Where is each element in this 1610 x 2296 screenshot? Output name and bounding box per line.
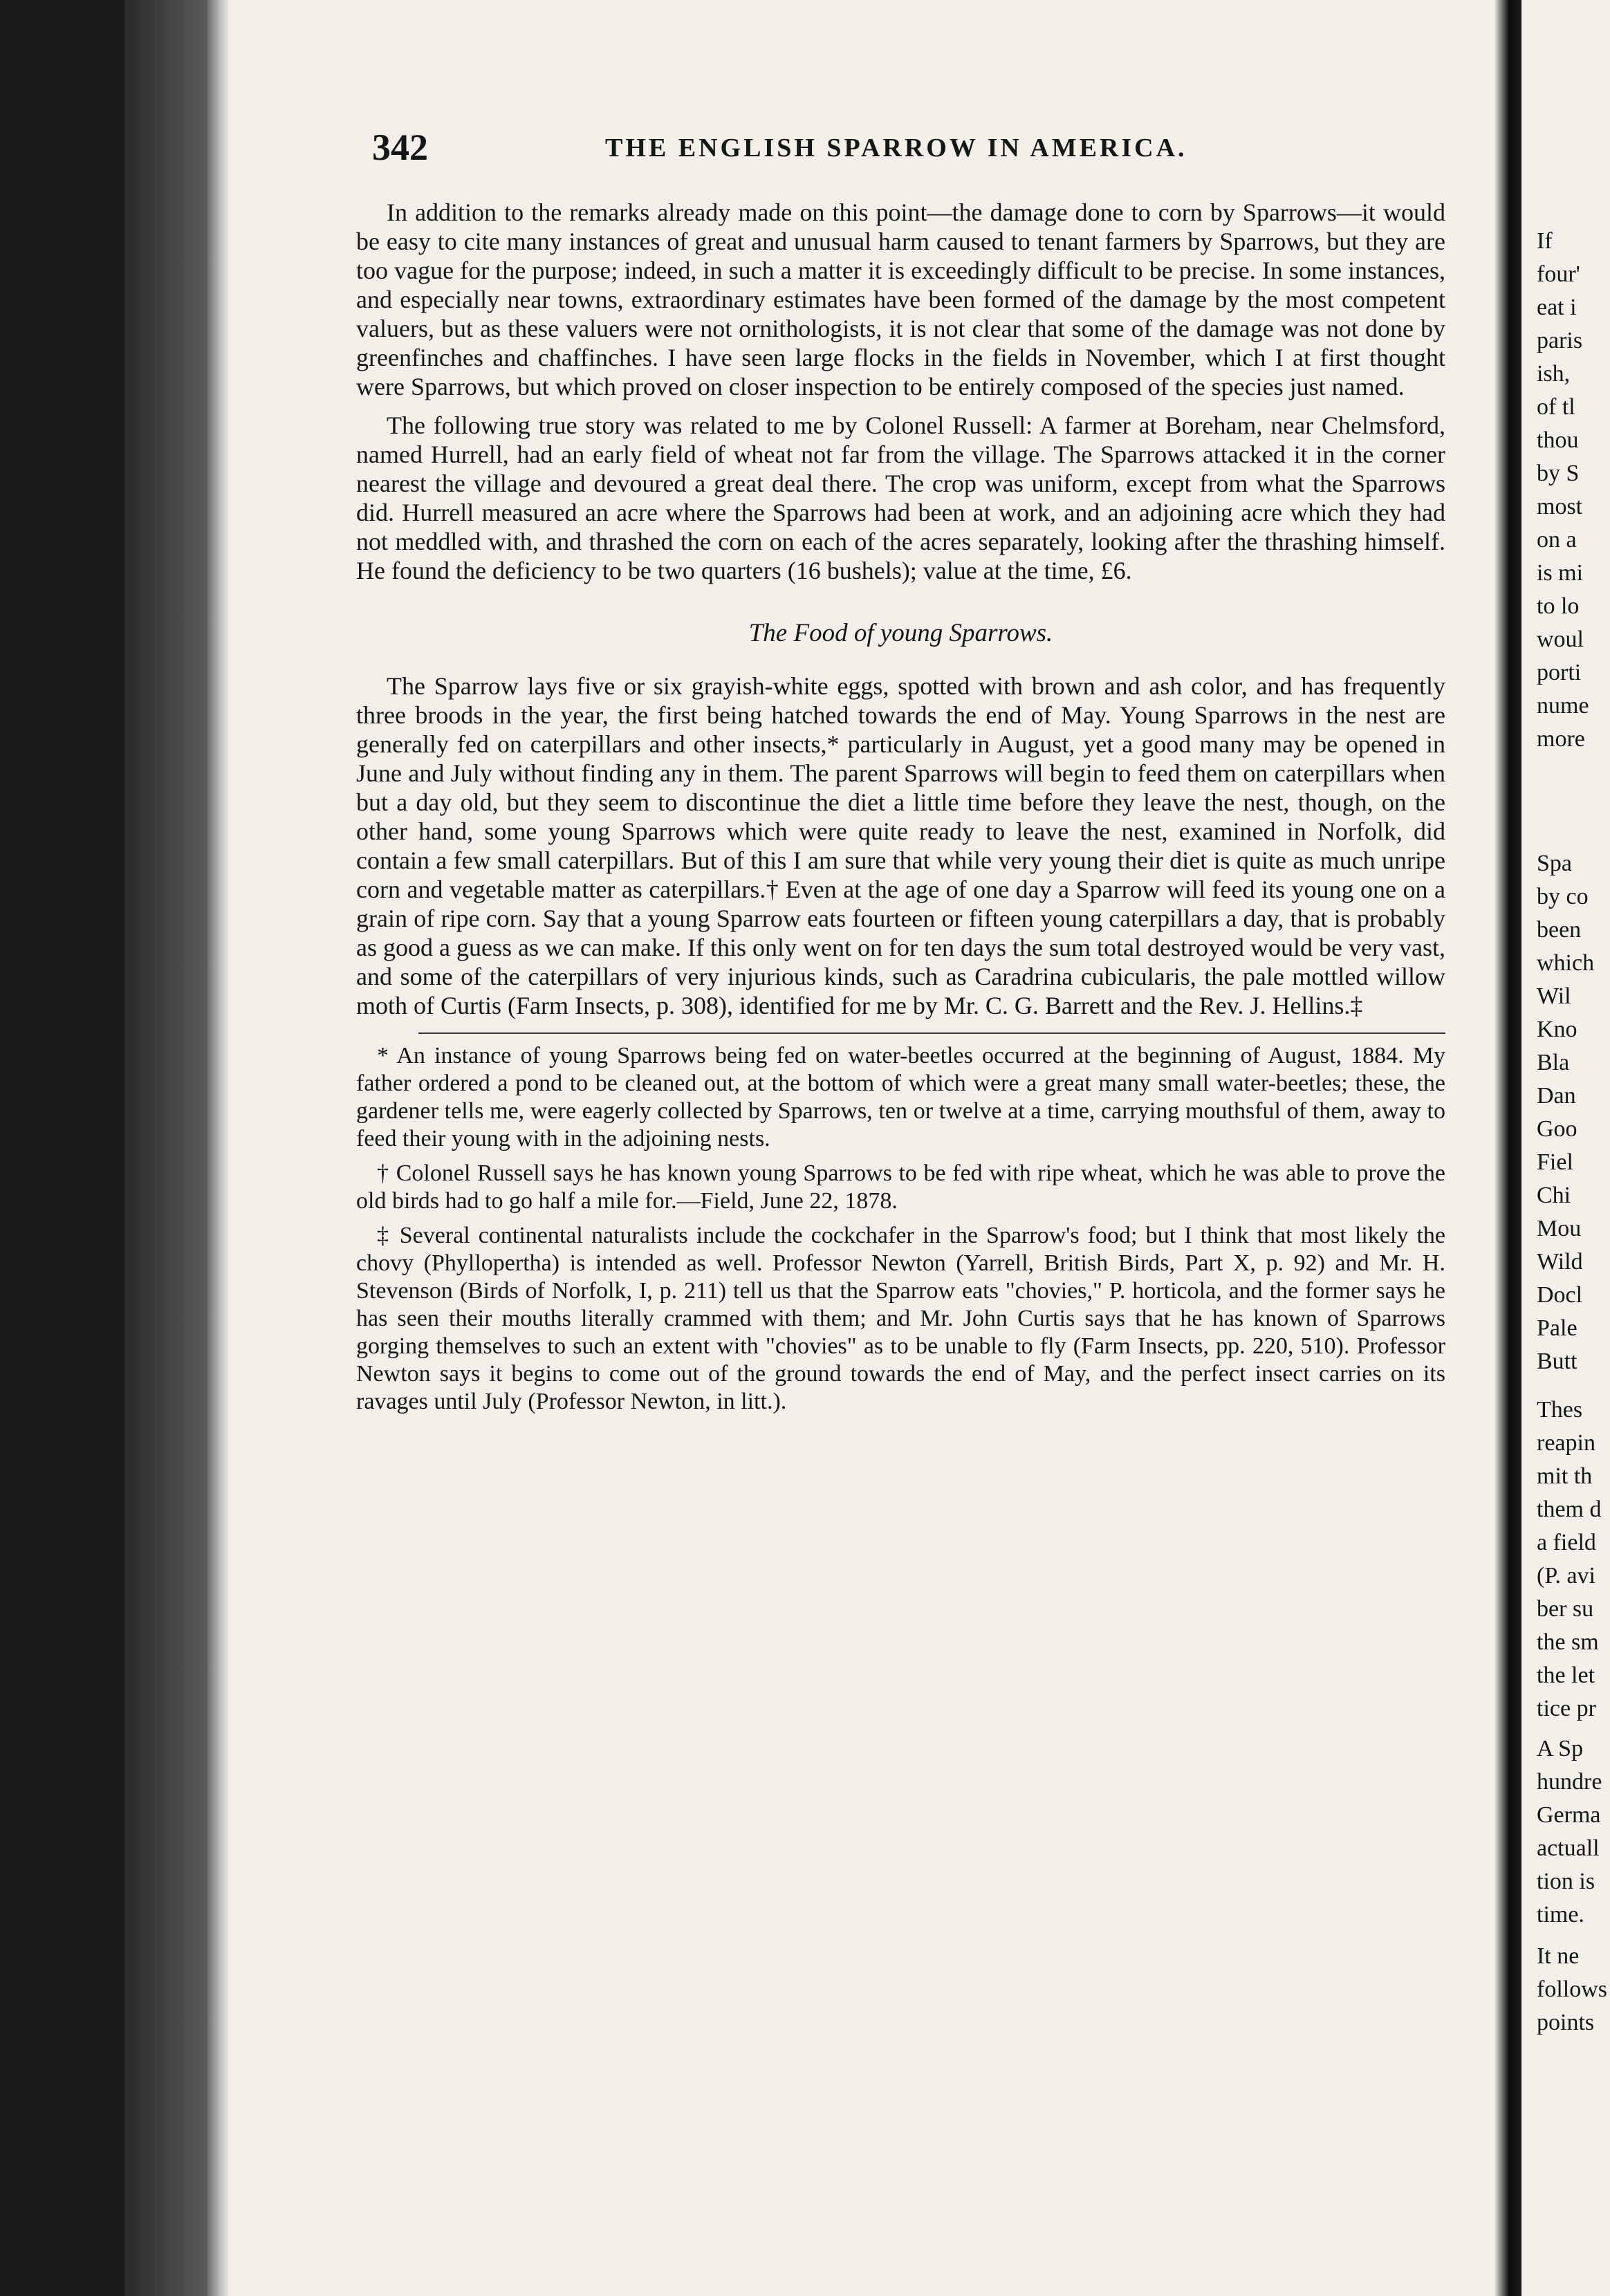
facing-page-fragment: which [1537,950,1595,976]
facing-page-fragment: It ne [1537,1943,1580,1969]
footnote: * An instance of young Sparrows being fed on water-beetles occurred at the beginning of August, 1884. My father ordered a pond to be cleaned out, at the bottom of which were a great many small water-beetles; these, the gardener tells me, were eagerly collected by Sparrows, ten or twelve at a time, carrying mouthsful of them, away to feed their young with in the adjoining nests. [356,1043,1445,1151]
facing-page-fragment: follows [1537,1976,1607,2002]
facing-page-fragment: Dan [1537,1083,1576,1109]
facing-page-fragment: them d [1537,1497,1602,1522]
facing-page-fragment: Chi [1537,1183,1571,1208]
page-number: 342 [372,127,428,168]
paragraph: In addition to the remarks already made on this point—the damage done to corn by Sparrows—it would be easy to cite many instances of great and unusual harm caused to tenant farmers by Sparrows, but they are too vague for the purpose; indeed, in such a matter it is exceedingly difficult to be precise. In some instances, and especially near towns, extraordinary estimates have been formed of the damage by the most competent valuers, but as these valuers were not ornithologists, it is not clear that some of the damage was not done by greenfinches and chaffinches. I have seen large flocks in the fields in November, which I at first thought were Sparrows, but which proved on closer inspection to be entirely composed of the species just named. [356,198,1445,400]
facing-page-fragment: Germa [1537,1802,1601,1828]
facing-page-fragment: woul [1537,627,1584,652]
facing-page-fragment: reapin [1537,1430,1595,1456]
paragraph: The Sparrow lays five or six grayish-white eggs, spotted with brown and ash color, and has frequently three broods in the year, the first being hatched towards the end of May. Young Sparrows in the nest are generally fed on caterpillars and other insects,* particularly in August, yet a good many may be opened in June and July without finding any in them. The parent Sparrows will begin to feed them on caterpillars when but a day old, but they seem to discontinue the diet a little time before they leave the nest, though, on the other hand, some young Sparrows which were quite ready to leave the nest, examined in Norfolk, did contain a few small caterpillars. But of this I am sure that while very young their diet is quite as much unripe corn and vegetable matter as caterpillars.† Even at the age of one day a Sparrow will feed its young one on a grain of ripe corn. Say that a young Sparrow eats fourteen or fifteen young caterpillars a day, that is probably as good a guess as we can make. If this only went on for ten days the sum total destroyed would be very vast, and some of the caterpillars of very injurious kinds, such as Caradrina cubicularis, the pale mottled willow moth of Curtis (Farm Insects, p. 308), identified for me by Mr. C. G. Barrett and the Rev. J. Hellins.‡ [356,672,1445,1019]
facing-page-fragment: mit th [1537,1463,1593,1489]
facing-page-fragment: four' [1537,261,1580,287]
facing-page-fragment: ber su [1537,1596,1594,1622]
facing-page-fragment: Kno [1537,1017,1577,1042]
facing-page-fragment: Butt [1537,1349,1577,1374]
facing-page-fragment: Docl [1537,1282,1583,1308]
section-title: The Food of young Sparrows. [748,619,1053,647]
facing-page-fragment: Thes [1537,1397,1583,1423]
facing-page-fragment: most [1537,494,1583,519]
facing-page-fragment: Wild [1537,1249,1583,1275]
page-header [356,118,1445,184]
facing-page-fragment: eat i [1537,295,1577,320]
facing-page-strip [1521,0,1610,2296]
facing-page-fragment: Pale [1537,1315,1577,1341]
right-binding-shadow [1494,0,1521,2296]
facing-page-fragment: to lo [1537,593,1580,619]
facing-page-fragment: nume [1537,693,1589,719]
facing-page-fragment: the let [1537,1663,1595,1688]
facing-page-fragment: actuall [1537,1835,1600,1861]
footnote-rule [418,1033,1445,1034]
facing-page-fragment: been [1537,917,1582,943]
facing-page-fragment: hundre [1537,1769,1602,1795]
running-head: THE ENGLISH SPARROW IN AMERICA. [605,133,1187,163]
facing-page-fragment: on a [1537,527,1577,553]
facing-page-fragment: ish, [1537,361,1571,387]
facing-page-fragment: Wil [1537,983,1571,1009]
facing-page-fragment: porti [1537,660,1582,685]
facing-page-fragment: Fiel [1537,1149,1573,1175]
binding-shadow [124,0,207,2296]
facing-page-fragment: by S [1537,461,1580,486]
facing-page-fragment: points [1537,2010,1595,2035]
facing-page-fragment: paris [1537,328,1583,353]
facing-page-fragment: is mi [1537,560,1584,586]
facing-page-fragment: A Sp [1537,1736,1584,1761]
facing-page-fragment: more [1537,726,1585,752]
facing-page-fragment: of tl [1537,394,1575,420]
facing-page-fragment: Spa [1537,851,1572,876]
facing-page-fragment: tice pr [1537,1696,1596,1721]
facing-page-fragment: a field [1537,1530,1596,1555]
facing-page-fragment: Mou [1537,1216,1582,1241]
facing-page-fragment: Bla [1537,1050,1570,1075]
page-gutter [207,0,228,2296]
footnote: ‡ Several continental naturalists include the cockchafer in the Sparrow's food; but I think that most likely the chovy (Phyllopertha) is intended as well. Professor Newton (Yarrell, British Birds, Part X, p. 92) and Mr. H. Stevenson (Birds of Norfolk, I, p. 211) tell us that the Sparrow eats "chovies," P. horticola, and the former says he has seen their mouths literally crammed with them; and Mr. John Curtis says that he has known of Sparrows gorging themselves to such an extent with "chovies" as to be unable to fly (Farm Insects, pp. 220, 510). Professor Newton says it begins to come out of the ground towards the end of May, and the perfect insect carries on its ravages until July (Professor Newton, in litt.). [356,1223,1445,1414]
facing-page-fragment: (P. avi [1537,1563,1595,1589]
facing-page-fragment: If [1537,228,1553,254]
paragraph: The following true story was related to me by Colonel Russell: A farmer at Boreham, near Chelmsford, named Hurrell, had an early field of wheat not far from the village. The Sparrows attacked it in the corner nearest the village and devoured a great deal there. The crop was uniform, except from what the Sparrows did. Hurrell measured an acre where the Sparrows had been at work, and an adjoining acre which they had not meddled with, and thrashed the corn on each of the acres separately, looking after the thrashing himself. He found the deficiency to be two quarters (16 bushels); value at the time, £6. [356,411,1445,584]
facing-page-fragment: time. [1537,1902,1584,1927]
facing-page-fragment: tion is [1537,1869,1595,1894]
facing-page-fragment: by co [1537,884,1589,909]
facing-page-fragment: the sm [1537,1629,1599,1655]
facing-page-fragment: Goo [1537,1116,1577,1142]
facing-page-fragment: thou [1537,427,1579,453]
text-column [356,118,1445,1423]
footnote: † Colonel Russell says he has known young Sparrows to be fed with ripe wheat, which he was able to prove the old birds had to go half a mile for.—Field, June 22, 1878. [356,1160,1445,1214]
